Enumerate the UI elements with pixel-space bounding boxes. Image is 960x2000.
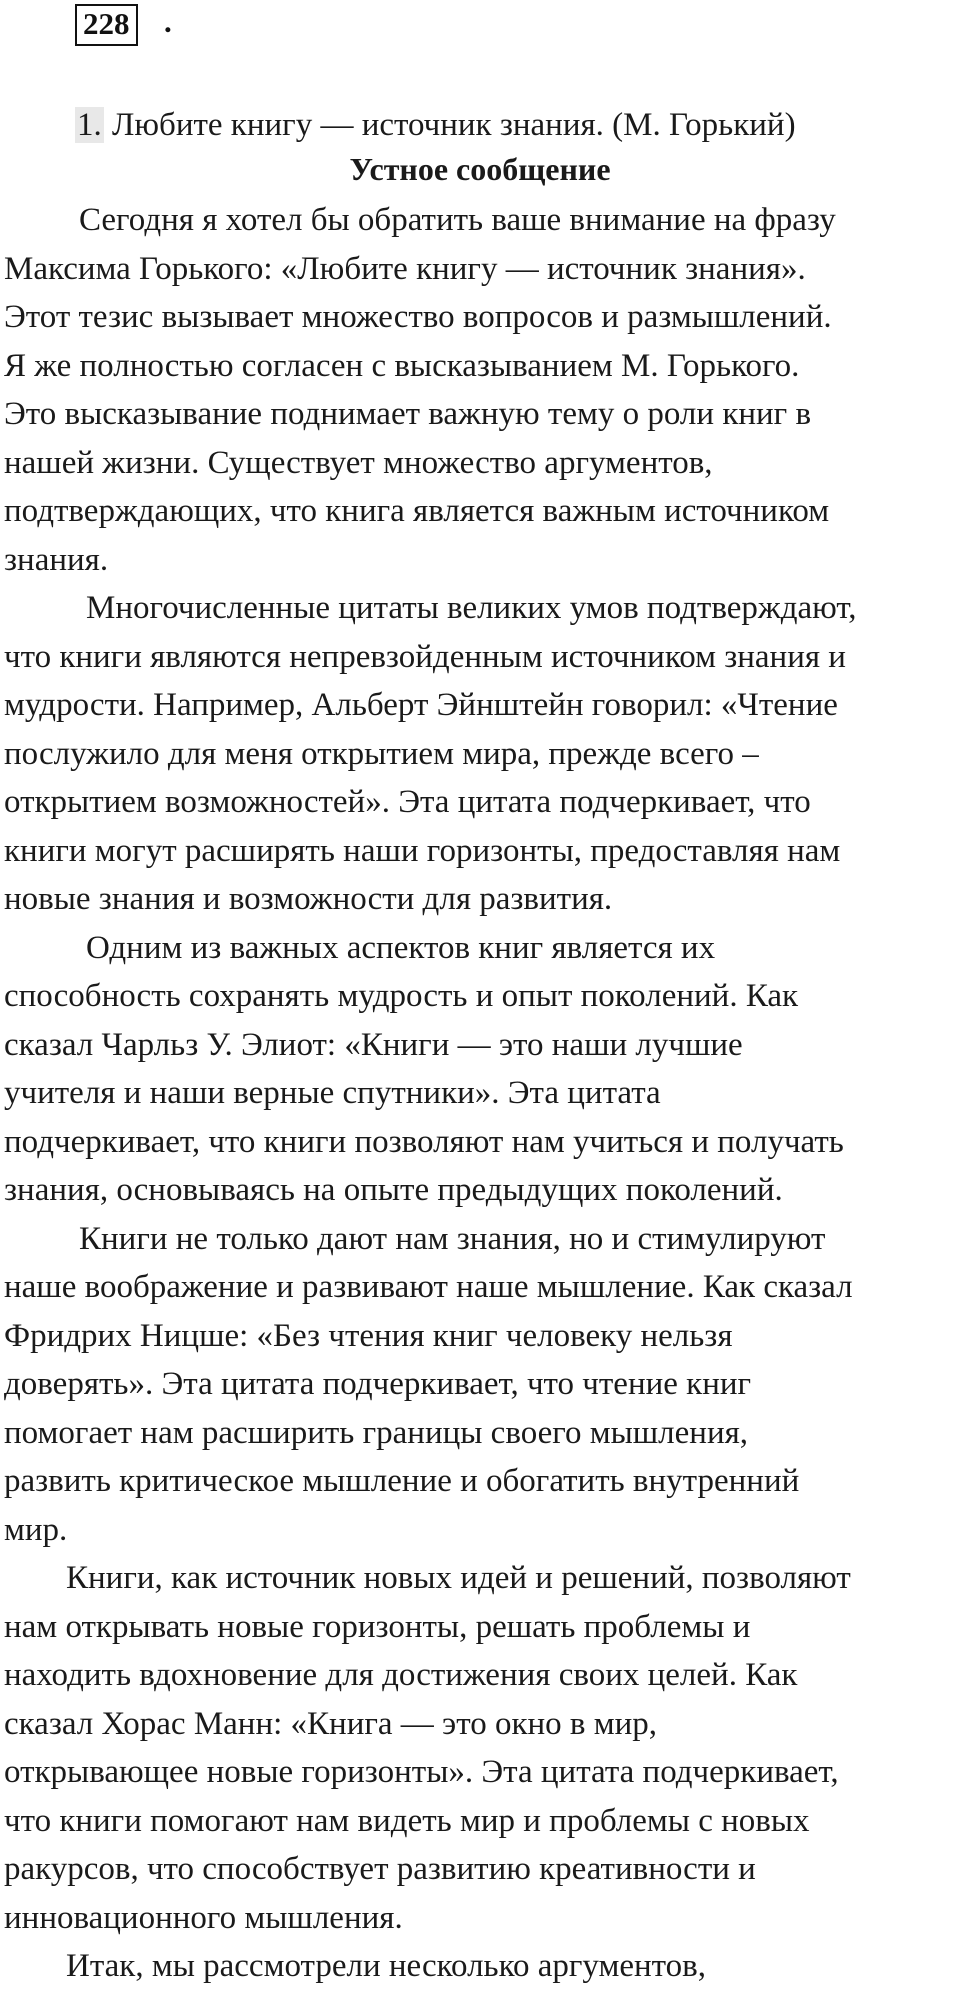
body-text <box>4 196 960 1991</box>
text-line: Этот тезис вызывает множество вопросов и размышлений. <box>4 299 832 335</box>
text-line: Я же полностью согласен с высказыванием М. Горького. <box>4 347 800 384</box>
text-line: подтверждающих, что книга является важным источником <box>4 493 830 529</box>
text-line: знания, основываясь на опыте предыдущих поколений. <box>4 1172 783 1208</box>
text-line: нашей жизни. Существует множество аргументов, <box>4 444 713 481</box>
item-number: 1. <box>77 107 102 143</box>
text-line: Это высказывание поднимает важную тему о роли книг в <box>4 396 812 432</box>
text-line: Книги не только дают нам знания, но и стимулируют <box>79 1220 826 1257</box>
text-line: новые знания и возможности для развития. <box>4 881 613 917</box>
text-line: нам открывать новые горизонты, решать проблемы и <box>4 1608 751 1645</box>
text-line: доверять». Эта цитата подчеркивает, что чтение книг <box>4 1366 752 1402</box>
text-line: Итак, мы рассмотрели несколько аргументов, <box>66 1948 706 1984</box>
text-line: подчеркивает, что книги позволяют нам учиться и получать <box>4 1123 844 1160</box>
text-line: Сегодня я хотел бы обратить ваше внимание на фразу <box>79 202 836 238</box>
text-line: Фридрих Ницше: «Без чтения книг человеку нельзя <box>4 1317 733 1354</box>
text-line: Одним из важных аспектов книг является их <box>86 929 716 966</box>
epigraph-text: Любите книгу — источник знания. (М. Горький) <box>103 107 796 143</box>
text-line: развить критическое мышление и обогатить внутренний <box>4 1463 800 1499</box>
text-line: ракурсов, что способствует развитию креативности и <box>4 1851 756 1887</box>
text-line: открывающее новые горизонты». Эта цитата подчеркивает, <box>4 1754 839 1790</box>
text-line: Книги, как источник новых идей и решений, позволяют <box>66 1560 851 1596</box>
task-number-suffix: . <box>164 4 172 39</box>
text-line: открытием возможностей». Эта цитата подчеркивает, что <box>4 784 811 820</box>
text-line: мир. <box>4 1511 68 1548</box>
text-line: помогает нам расширить границы своего мышления, <box>4 1414 749 1451</box>
text-line: сказал Хорас Манн: «Книга — это окно в мир, <box>4 1705 658 1742</box>
epigraph <box>75 104 796 146</box>
text-line: мудрости. Например, Альберт Эйнштейн говорил: «Чтение <box>4 687 838 723</box>
text-line: книги могут расширять наши горизонты, предоставляя нам <box>4 832 841 869</box>
text-line: учителя и наши верные спутники». Эта цитата <box>4 1075 661 1111</box>
text-line: наше воображение и развивают наше мышление. Как сказал <box>4 1269 853 1305</box>
text-line: Максима Горького: «Любите книгу — источник знания». <box>4 250 806 287</box>
text-line: способность сохранять мудрость и опыт поколений. Как <box>4 978 799 1014</box>
text-line: знания. <box>4 541 109 578</box>
page-heading: Устное сообщение <box>349 151 611 187</box>
text-line: инновационного мышления. <box>4 1899 403 1936</box>
task-number-box: 228 <box>75 4 138 46</box>
text-line: Многочисленные цитаты великих умов подтверждают, <box>86 590 857 626</box>
text-line: послужило для меня открытием мира, прежде всего – <box>4 735 759 772</box>
text-line: сказал Чарльз У. Элиот: «Книги — это наши лучшие <box>4 1026 743 1063</box>
text-line: что книги являются непревзойденным источником знания и <box>4 638 846 675</box>
text-line: находить вдохновение для достижения своих целей. Как <box>4 1657 798 1693</box>
text-line: что книги помогают нам видеть мир и проблемы с новых <box>4 1802 810 1839</box>
